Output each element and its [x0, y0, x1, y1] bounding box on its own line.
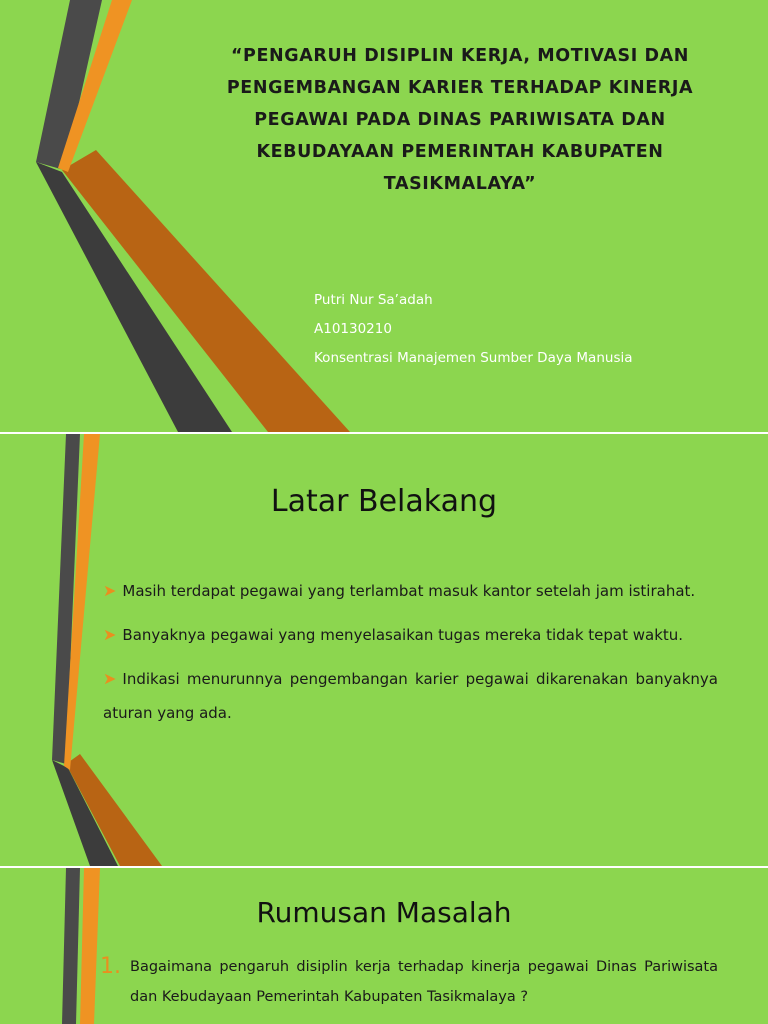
student-id: A10130210	[314, 321, 392, 337]
list-item	[103, 618, 718, 652]
list-number: 1.	[100, 954, 121, 979]
arrow-bullet-icon: ➤	[103, 669, 117, 688]
concentration: Konsentrasi Manajemen Sumber Daya Manusia	[314, 350, 633, 366]
bullet-list	[103, 574, 718, 740]
author-name: Putri Nur Sa’adah	[314, 292, 433, 308]
list-item	[103, 574, 718, 608]
arrow-bullet-icon: ➤	[103, 581, 117, 600]
deco-orange-stripe	[80, 868, 100, 1024]
slide-heading: Rumusan Masalah	[256, 896, 512, 929]
bullet-text: Indikasi menurunnya pengembangan karier pegawai dikarenakan banyaknya aturan yang ada.	[103, 670, 718, 722]
arrow-bullet-icon: ➤	[103, 625, 117, 644]
title-line: PEGAWAI PADA DINAS PARIWISATA DAN	[254, 110, 666, 130]
author-info	[314, 286, 633, 373]
numbered-list	[100, 952, 718, 1012]
title-line: TASIKMALAYA”	[383, 174, 537, 194]
title-line: KEBUDAYAAN PEMERINTAH KABUPATEN	[256, 142, 664, 162]
title-line: PENGEMBANGAN KARIER TERHADAP KINERJA	[226, 78, 694, 98]
presentation-title	[200, 40, 720, 200]
bullet-text: Banyaknya pegawai yang menyelasaikan tugas mereka tidak tepat waktu.	[122, 626, 684, 644]
list-item	[100, 952, 718, 1012]
slide-background	[0, 434, 768, 866]
list-item-text: Bagaimana pengaruh disiplin kerja terhadap kinerja pegawai Dinas Pariwisata dan Kebudayaan Pemerintah Kabupaten Tasikmalaya ?	[130, 959, 718, 1005]
title-line: “PENGARUH DISIPLIN KERJA, MOTIVASI DAN	[230, 46, 690, 66]
slide-title	[0, 0, 768, 432]
slide-problem-statement	[0, 868, 768, 1024]
bullet-text: Masih terdapat pegawai yang terlambat masuk kantor setelah jam istirahat.	[122, 582, 696, 600]
list-item	[103, 662, 718, 730]
slide-heading: Latar Belakang	[270, 484, 498, 519]
deco-gray-stripe	[62, 868, 80, 1024]
